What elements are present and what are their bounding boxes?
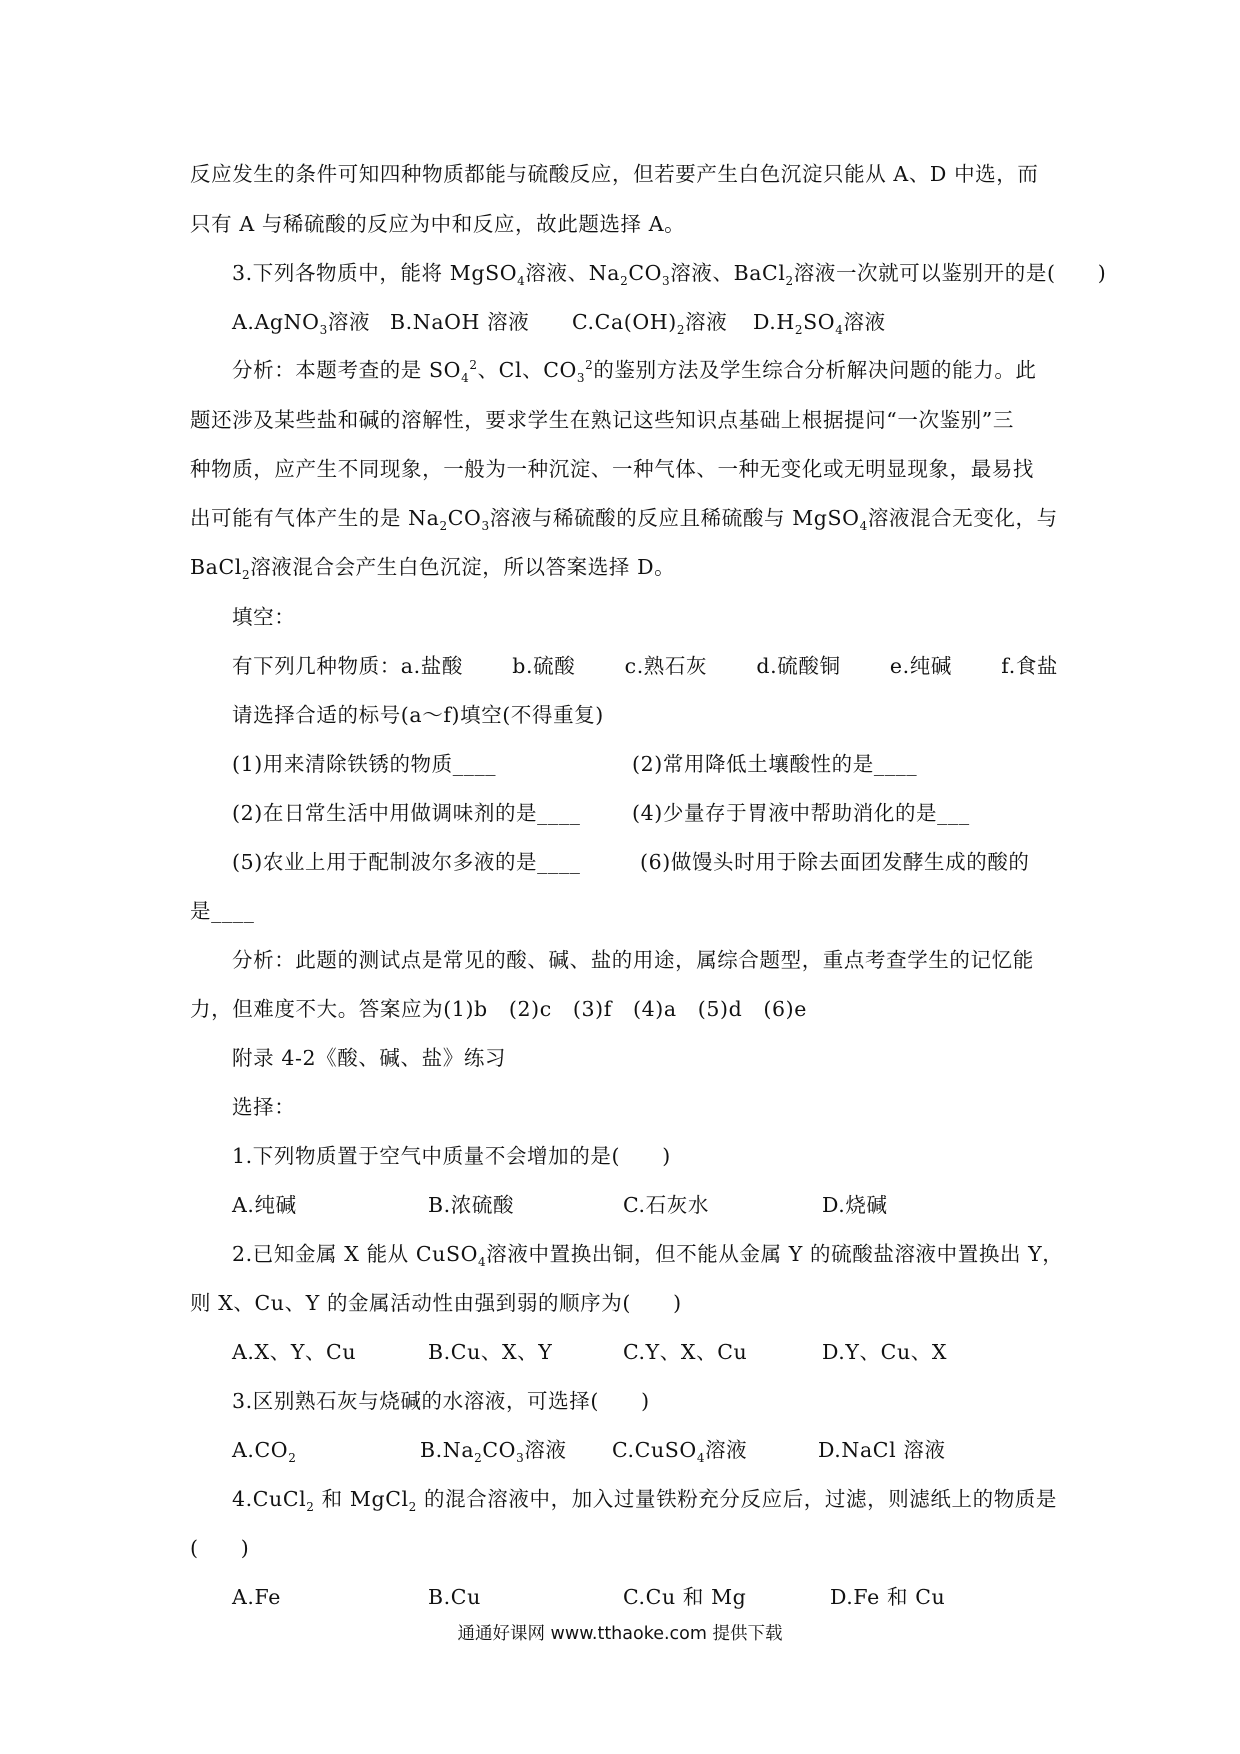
analysis-line: 出可能有气体产生的是 $Na_2CO_3$溶液与稀硫酸的反应且稀硫酸与 MgSO$_4$溶液混合无变化，与 (190, 506, 1058, 534)
question-stem: 则 X、Cu、Y 的金属活动性由强到弱的顺序为( ) (190, 1291, 682, 1315)
option-c: C.Cu 和 Mg (623, 1585, 747, 1609)
option-b: B.Cu (428, 1585, 481, 1609)
blank-item: (2)在日常生活中用做调味剂的是____ (232, 801, 581, 825)
analysis-line: 分析：本题考查的是 $SO_4^2$、Cl、$CO_3^2$的鉴别方法及学生综合分析解决问题的能力。此 (232, 358, 1037, 386)
option-b: $B.Na_2CO_3$溶液 (420, 1438, 567, 1466)
instruction-line: 请选择合适的标号(a～f)填空(不得重复) (232, 703, 604, 727)
question-stem: ( ) (190, 1536, 250, 1560)
analysis-line: 分析：此题的测试点是常见的酸、碱、盐的用途，属综合题型，重点考查学生的记忆能 (232, 948, 1034, 972)
option-a: A.Fe (232, 1585, 281, 1609)
page-footer: 通通好课网 www.tthaoke.com 提供下载 (457, 1624, 783, 1644)
blank-item: (6)做馒头时用于除去面团发酵生成的酸的 (640, 850, 1030, 874)
option-d: $D.H_2SO_4$溶液 (753, 310, 886, 338)
section-heading: 填空： (232, 605, 296, 629)
option-b: B.Cu、X、Y (428, 1340, 553, 1364)
blank-item: (2)常用降低土壤酸性的是____ (632, 752, 918, 776)
question-stem: 1.下列物质置于空气中质量不会增加的是( ) (232, 1144, 671, 1168)
analysis-line: 种物质，应产生不同现象，一般为一种沉淀、一种气体、一种无变化或无明显现象，最易找 (190, 457, 1034, 481)
question-stem: 2.已知金属 X 能从 CuSO$_4$溶液中置换出铜，但不能从金属 Y 的硫酸盐溶液中置换出 Y， (232, 1242, 1064, 1270)
blank-item: (4)少量存于胃液中帮助消化的是___ (632, 801, 970, 825)
option-a: A.纯碱 (232, 1193, 297, 1217)
option-c: C.CuSO$_4$溶液 (612, 1438, 748, 1466)
option-d: D.烧碱 (822, 1193, 888, 1217)
option-a: $A.CO_2$ (232, 1438, 297, 1466)
option-d: D.Fe 和 Cu (830, 1585, 946, 1609)
option-a: A.X、Y、Cu (232, 1340, 357, 1364)
text-line: 反应发生的条件可知四种物质都能与硫酸反应，但若要产生白色沉淀只能从 A、D 中选，而 (190, 162, 1039, 186)
blank-item: (1)用来清除铁锈的物质____ (232, 752, 497, 776)
option-d: D.NaCl 溶液 (818, 1438, 946, 1462)
blank-item-continuation: 是____ (190, 899, 255, 923)
blank-item: (5)农业上用于配制波尔多液的是____ (232, 850, 581, 874)
section-heading: 选择： (232, 1095, 296, 1119)
text-line: 只有 A 与稀硫酸的反应为中和反应，故此题选择 A。 (190, 212, 686, 236)
option-a: A.AgNO$_3$溶液 (232, 310, 371, 338)
question-stem: 3.区别熟石灰与烧碱的水溶液，可选择( ) (232, 1389, 650, 1413)
appendix-title: 附录 4-2《酸、碱、盐》练习 (232, 1046, 507, 1070)
option-d: D.Y、Cu、X (822, 1340, 948, 1364)
question-stem: 3.下列各物质中，能将 MgSO$_4$溶液、$Na_2CO_3$溶液、BaCl$_2$溶液一次就可以鉴别开的是( ) (232, 261, 1107, 289)
analysis-line: 力，但难度不大。答案应为(1)b (2)c (3)f (4)a (5)d (6)e (190, 997, 807, 1021)
substance-list: 有下列几种物质：a.盐酸 b.硫酸 c.熟石灰 d.硫酸铜 e.纯碱 f.食盐 (232, 654, 1059, 678)
analysis-line: 题还涉及某些盐和碱的溶解性，要求学生在熟记这些知识点基础上根据提问“一次鉴别”三 (190, 408, 1014, 432)
question-stem: 4.CuCl$_2$ 和 MgCl$_2$ 的混合溶液中，加入过量铁粉充分反应后，过滤，则滤纸上的物质是 (232, 1487, 1058, 1515)
option-c: C.石灰水 (623, 1193, 709, 1217)
option-b: B.NaOH 溶液 (390, 310, 530, 334)
option-c: $C.Ca(OH)_2$溶液 (572, 310, 728, 338)
option-c: C.Y、X、Cu (623, 1340, 748, 1364)
analysis-line: BaCl$_2$溶液混合会产生白色沉淀，所以答案选择 D。 (190, 555, 676, 583)
option-b: B.浓硫酸 (428, 1193, 515, 1217)
